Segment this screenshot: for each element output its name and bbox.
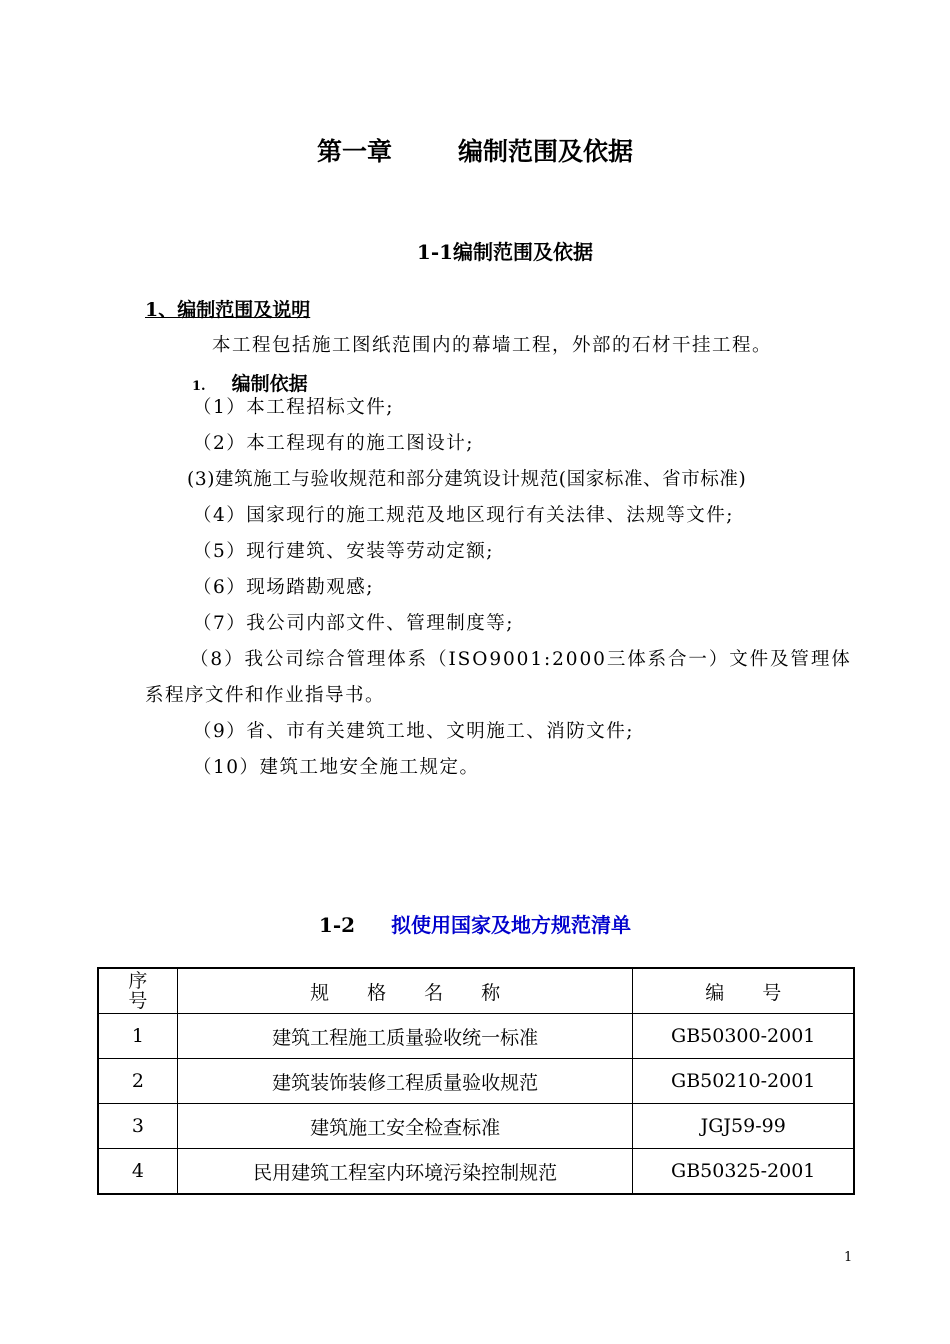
header-seq-top: 序 [128,969,148,992]
basis-item: （5）现行建筑、安装等劳动定额; [193,541,495,562]
section-1-2-title: 拟使用国家及地方规范清单 [391,913,632,937]
row-name: 建筑工程施工质量验收统一标准 [177,1014,633,1059]
basis-title: 编制依据 [231,373,308,395]
basis-item: （10）建筑工地安全施工规定。 [193,757,480,778]
section-1-2-heading [0,909,950,938]
header-code: 编 号 [633,968,854,1014]
header-seq-bottom: 号 [128,989,148,1012]
basis-item: （8）我公司综合管理体系（ISO9001:2000三体系合一）文件及管理体 [190,649,852,670]
basis-number: 1. [192,379,206,394]
table-row [98,1059,854,1104]
basis-item-continuation: 系程序文件和作业指导书。 [145,685,386,706]
row-code: GB50325-2001 [633,1149,854,1195]
chapter-title: 编制范围及依据 [458,137,634,166]
row-no: 1 [98,1014,177,1059]
table-header-row [98,968,854,1014]
basis-item: (3)建筑施工与验收规范和部分建筑设计规范(国家标准、省市标准) [187,469,747,490]
basis-item: （1）本工程招标文件; [193,397,395,418]
row-no: 2 [98,1059,177,1104]
basis-heading [192,369,308,396]
section-1-1-heading: 1-1编制范围及依据 [416,240,594,264]
chapter-label: 第一章 [316,137,392,166]
header-seq [98,968,177,1014]
row-name: 民用建筑工程室内环境污染控制规范 [177,1149,633,1195]
chapter-heading [0,132,950,168]
basis-item: （9）省、市有关建筑工地、文明施工、消防文件; [193,721,635,742]
section-1-2-number: 1-2 [318,913,356,937]
standards-table [97,967,855,1195]
basis-item: （6）现场踏勘观感; [193,577,375,598]
basis-item: （2）本工程现有的施工图设计; [193,433,475,454]
row-code: JGJ59-99 [633,1104,854,1149]
header-name: 规 格 名 称 [177,968,633,1014]
row-name: 建筑装饰装修工程质量验收规范 [177,1059,633,1104]
row-no: 4 [98,1149,177,1195]
table-row [98,1014,854,1059]
row-name: 建筑施工安全检查标准 [177,1104,633,1149]
table-row [98,1104,854,1149]
scope-heading: 1、编制范围及说明 [145,299,311,321]
table-row [98,1149,854,1195]
page-number: 1 [844,1250,853,1265]
basis-item: （4）国家现行的施工规范及地区现行有关法律、法规等文件; [193,505,735,526]
row-code: GB50210-2001 [633,1059,854,1104]
row-code: GB50300-2001 [633,1014,854,1059]
row-no: 3 [98,1104,177,1149]
scope-text: 本工程包括施工图纸范围内的幕墙工程，外部的石材干挂工程。 [212,335,773,356]
basis-item: （7）我公司内部文件、管理制度等; [193,613,515,634]
